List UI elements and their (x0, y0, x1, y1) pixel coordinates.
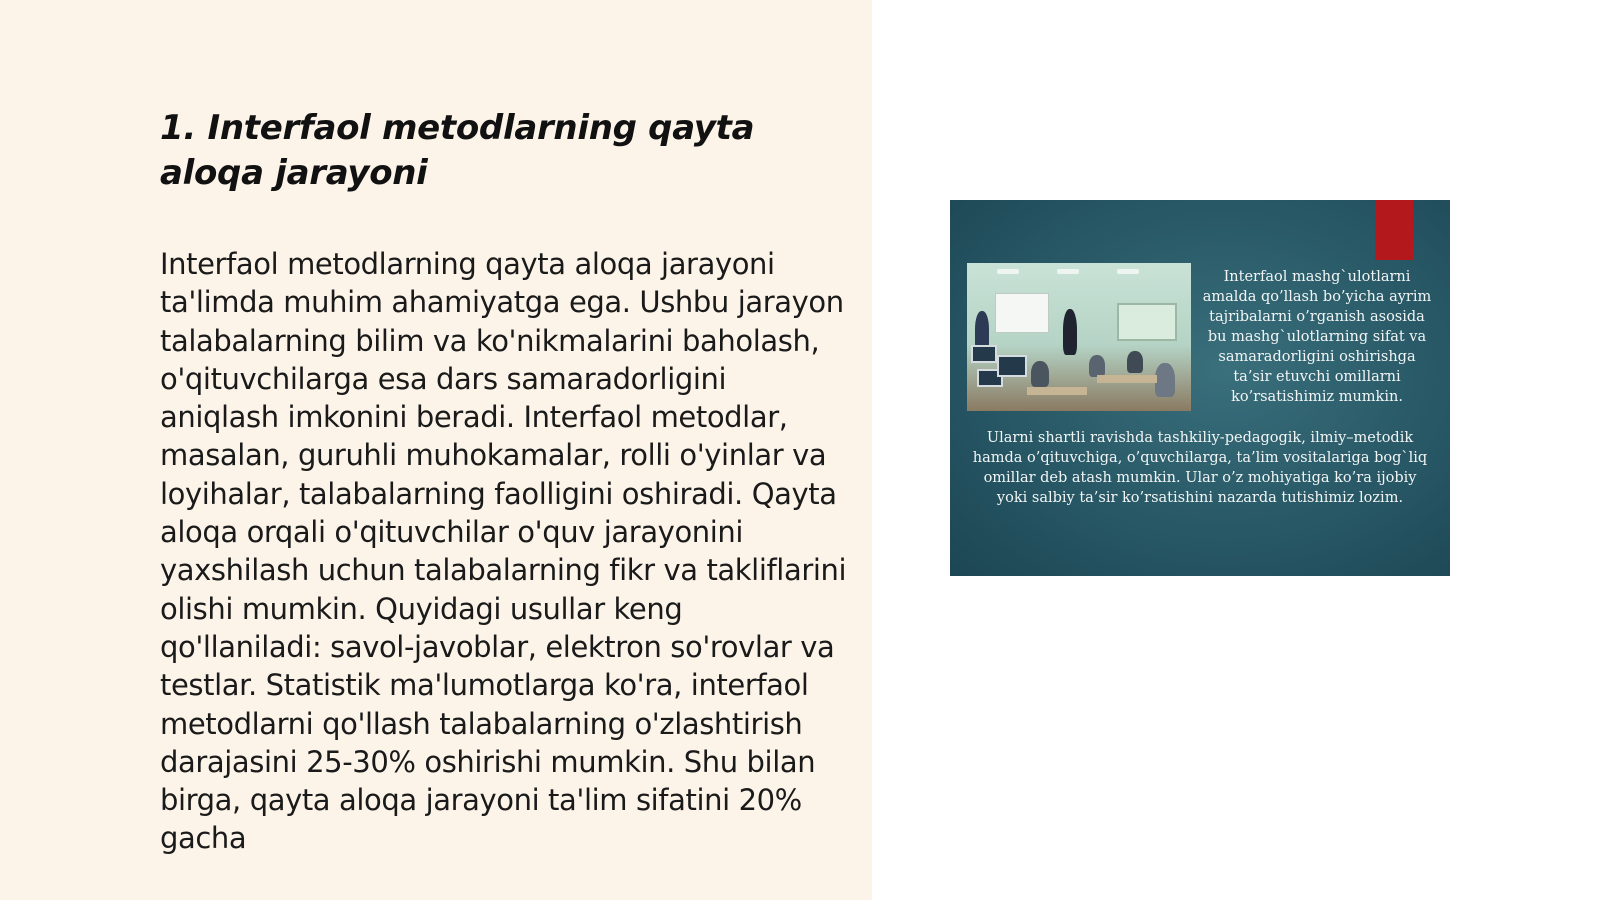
teacher-figure (1063, 309, 1077, 355)
ceiling-lamp-icon (1117, 269, 1139, 274)
student-figure (1155, 363, 1175, 397)
computer-monitor-icon (997, 355, 1027, 377)
ceiling-lamp-icon (1057, 269, 1079, 274)
inset-caption-bottom: Ularni shartli ravishda tashkiliy-pedagogik, ilmiy–metodik hamda o’qituvchiga, o’quvchilarga, ta’lim vositalariga bog`liq omillar deb atash mumkin. Ular o’z mohiyatiga ko’ra ijobiy yoki salbiy ta’sir ko’rsatishini nazarda tutishimiz lozim. (972, 430, 1428, 506)
inset-slide-image (950, 200, 1450, 576)
classroom-photo (967, 263, 1191, 411)
classroom-window (1117, 303, 1177, 341)
desk (1027, 387, 1087, 395)
desk (1097, 375, 1157, 383)
student-figure (1031, 361, 1049, 387)
ceiling-lamp-icon (997, 269, 1019, 274)
inset-caption-right: Interfaol mashg`ulotlarni amalda qo’llash bo’yicha ayrim tajribalarni o’rganish asosida bu mashg`ulotlarning sifat va samaradorligini oshirishga ta’sir etuvchi omillarni ko’rsatishimiz mumkin. (1202, 269, 1432, 405)
slide-title: 1. Interfaol metodlarning qayta aloqa jarayoni (160, 108, 755, 193)
slide-body-text: Interfaol metodlarning qayta aloqa jarayoni ta'limda muhim ahamiyatga ega. Ushbu jarayon talabalarning bilim va ko'nikmalarini baholash, o'qituvchilarga esa dars samaradorligini aniqlash imkonini beradi. Interfaol metodlar, masalan, guruhli muhokamalar, rolli o'yinlar va loyihalar, talabalarning faolligini oshiradi. Qayta aloqa orqali o'qituvchilar o'quv jarayonini yaxshilash uchun talabalarning fikr va takliflarini olishi mumkin. Quyidagi usullar keng qo'llaniladi: savol-javoblar, elektron so'rovlar va testlar. Statistik ma'lumotlarga ko'ra, interfaol metodlarni qo'llash talabalarning o'zlashtirish darajasini 25-30% oshirishi mumkin. Shu bilan birga, qayta aloqa jarayoni ta'lim sifatini 20% gacha (160, 247, 847, 856)
red-accent-bar (1375, 200, 1413, 260)
student-figure (1127, 351, 1143, 373)
computer-monitor-icon (971, 345, 997, 363)
student-figure (1089, 355, 1105, 377)
projector-screen (995, 293, 1049, 333)
